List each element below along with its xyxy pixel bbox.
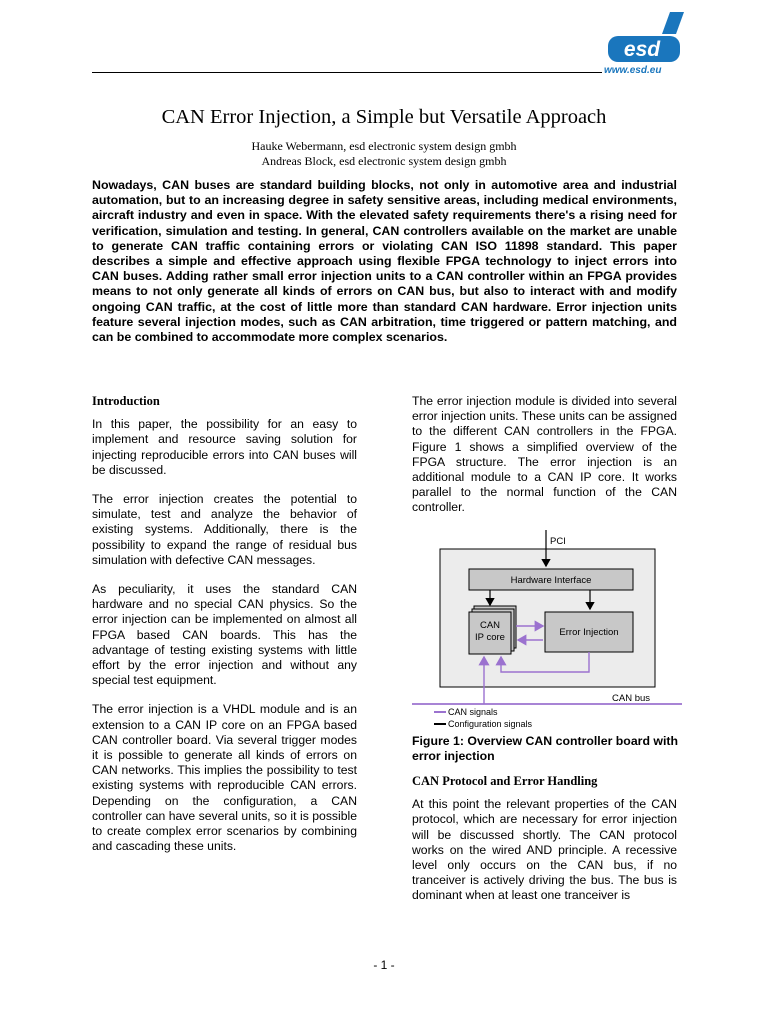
- paragraph: The error injection module is divided into several error injection units. These units can be assigned to the different CAN controllers in the FPGA. Figure 1 shows a simplified overview of the FPGA structure. The error injection is an additional module to a CAN IP core. It works parallel to the normal function of the CAN controller.: [412, 394, 677, 515]
- header-rule: [92, 72, 602, 73]
- right-column-section-2: [412, 774, 677, 904]
- hardware-interface-label: Hardware Interface: [510, 575, 592, 586]
- paper-title: CAN Error Injection, a Simple but Versatile Approach: [161, 106, 607, 128]
- esd-logo: [604, 12, 686, 64]
- right-column: [412, 394, 677, 530]
- error-injection-label: Error Injection: [559, 627, 619, 638]
- section-heading-introduction: Introduction: [92, 394, 160, 408]
- figure-1-diagram: [412, 530, 682, 730]
- logo-flag: [662, 12, 684, 34]
- can-ip-core-label: CAN: [479, 620, 501, 631]
- legend-can-signals-label: CAN signals: [448, 707, 498, 717]
- legend-config-signals-label: Configuration signals: [448, 719, 533, 729]
- left-column: [92, 394, 357, 868]
- paragraph: As peculiarity, it uses the standard CAN hardware and no special CAN physics. So the error injection can be implemented on almost all FPGA based CAN boards. This has the advantage of testing existing systems with little effort by the error injection and without any special test equipment.: [92, 582, 357, 688]
- pci-label: PCI: [550, 536, 566, 547]
- can-ip-core-label: IP core: [475, 632, 505, 643]
- paragraph: The error injection creates the potential to simulate, test and analyze the behavior of existing systems. Additionally, there is the possibility to expand the range of residual bus simulation with defective CAN messages.: [92, 492, 357, 567]
- author-line: Andreas Block, esd electronic system design gmbh: [261, 154, 507, 168]
- figure-caption: Figure 1: Overview CAN controller board with error injection: [412, 734, 678, 764]
- header-url[interactable]: www.esd.eu: [604, 65, 662, 76]
- page-number: - 1 -: [373, 958, 395, 972]
- abstract: Nowadays, CAN buses are standard building blocks, not only in automotive area and industrial automation, but to an increasing degree in safety sensitive areas, including medical environments, aircraft industry and even in space. With the elevated safety requirements there's a rising need for verification, simulation and testing. In general, CAN controllers available on the market are unable to generate CAN traffic containing errors or violating CAN ISO 11898 standard. This paper describes a simple and effective approach using flexible FPGA technology to inject errors into CAN buses. Adding rather small error injection units to a CAN controller within an FPGA provides means to not only generate all kinds of errors on CAN bus, but also to interact with and modify ongoing CAN traffic, at the cost of little more than standard CAN hardware. Error injection units feature several injection modes, such as CAN arbitration, time triggered or pattern matching, and can be combined to accommodate more complex scenarios.: [92, 178, 677, 345]
- section-heading-can-protocol: CAN Protocol and Error Handling: [412, 774, 598, 788]
- can-bus-label: CAN bus: [612, 693, 651, 704]
- logo-text: esd: [623, 38, 661, 61]
- paragraph: In this paper, the possibility for an easy to implement and resource saving solution for injecting reproducible errors into CAN buses will be discussed.: [92, 417, 357, 477]
- author-line: Hauke Webermann, esd electronic system design gmbh: [251, 139, 517, 153]
- paragraph: The error injection is a VHDL module and is an extension to a CAN IP core on an FPGA based CAN controller board. Via several trigger modes it is possible to generate all kinds of errors on CAN networks. This implies the possibility to test existing systems with reproducible CAN errors. Depending on the configuration, a CAN controller can have several units, so it is possible to create complex error scenarios by combining and cascading these units.: [92, 702, 357, 854]
- paragraph: At this point the relevant properties of the CAN protocol, which are necessary for error injection will be discussed shortly. The CAN protocol works on the wired AND principle. A recessive level only occurs on the CAN bus, if no tranceiver is actively driving the bus. The bus is dominant when at least one tranceiver is: [412, 797, 677, 903]
